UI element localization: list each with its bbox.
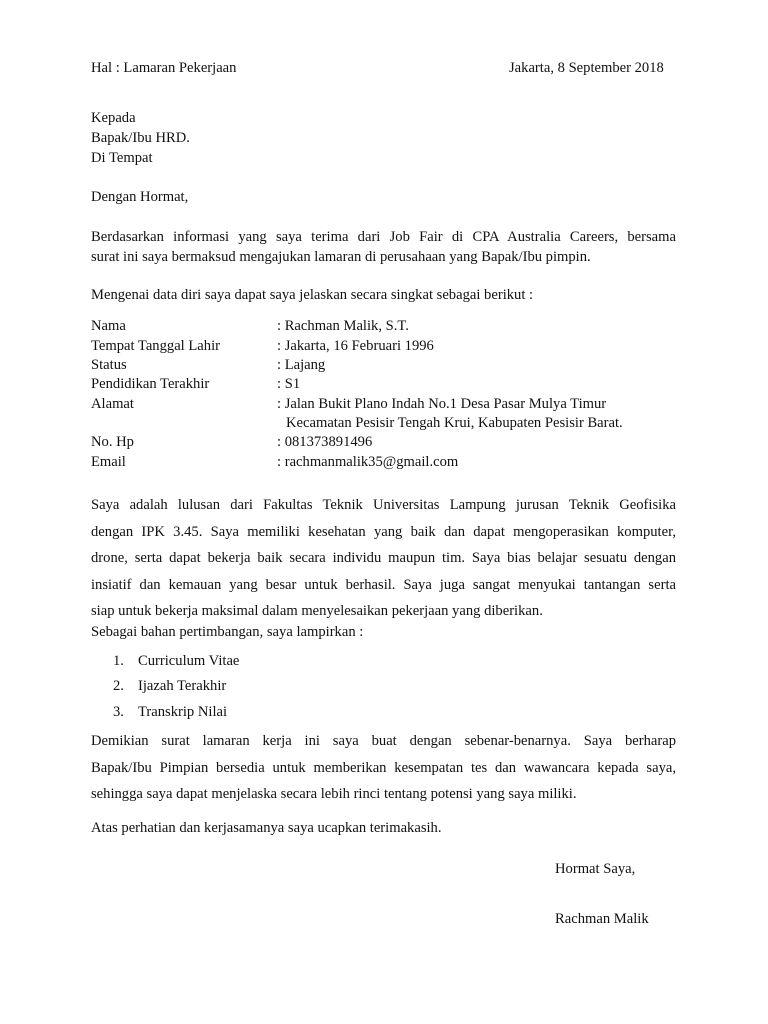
recipient-line: Di Tempat [91,150,153,166]
attachments-intro: Sebagai bahan pertimbangan, saya lampirkan : [91,624,364,640]
paragraph-line: dengan IPK 3.45. Saya memiliki kesehatan yang baik dan dapat mengoperasikan komputer, [91,523,676,540]
data-value: : 081373891496 [277,434,373,450]
list-text: Curriculum Vitae [138,653,240,669]
paragraph-line: siap untuk bekerja maksimal dalam menyelesaikan pekerjaan yang diberikan. [91,603,543,620]
data-label: Email [91,454,126,470]
paragraph-line: insiatif dan kemauan yang besar untuk berhasil. Saya juga sangat menyukai tantangan serta [91,576,676,593]
list-number: 2. [113,678,124,694]
letter-subject: Hal : Lamaran Pekerjaan [91,60,237,76]
data-label: No. Hp [91,434,134,450]
data-intro: Mengenai data diri saya dapat saya jelaskan secara singkat sebagai berikut : [91,287,534,303]
paragraph-line: Berdasarkan informasi yang saya terima dari Job Fair di CPA Australia Careers, bersama [91,229,676,245]
data-value: : Lajang [277,357,326,373]
intro-paragraph [91,227,676,267]
list-text: Ijazah Terakhir [138,678,227,694]
paragraph-line: Demikian surat lamaran kerja ini saya buat dengan sebenar-benarnya. Saya berharap [91,733,676,749]
paragraph-line: Bapak/Ibu Pimpian bersedia untuk memberikan kesempatan tes dan wawancara kepada saya, [91,759,676,776]
signoff-greeting: Hormat Saya, [555,861,636,877]
recipient-line: Bapak/Ibu HRD. [91,130,190,146]
paragraph-line: drone, serta dapat bekerja baik secara individu maupun tim. Saya bias belajar sesuatu dengan [91,550,676,567]
salutation: Dengan Hormat, [91,189,189,205]
data-value: : Jakarta, 16 Februari 1996 [277,338,434,354]
body-paragraph [91,492,676,625]
paragraph-line: surat ini saya bermaksud mengajukan lamaran di perusahaan yang Bapak/Ibu pimpin. [91,249,591,265]
data-label: Status [91,357,127,373]
signoff-name: Rachman Malik [555,911,649,927]
letter-place-date: Jakarta, 8 September 2018 [509,60,664,76]
thanks-line: Atas perhatian dan kerjasamanya saya ucapkan terimakasih. [91,820,442,836]
data-label: Nama [91,318,126,334]
recipient-line: Kepada [91,110,136,126]
data-label: Tempat Tanggal Lahir [91,338,220,354]
data-value: : Rachman Malik, S.T. [277,318,409,334]
closing-paragraph [91,728,676,808]
data-value: : S1 [277,376,301,392]
data-label: Alamat [91,396,134,412]
data-label: Pendidikan Terakhir [91,376,210,392]
paragraph-line: sehingga saya dapat menjelaska secara lebih rinci tentang potensi yang saya miliki. [91,786,577,803]
data-value: : Jalan Bukit Plano Indah No.1 Desa Pasar Mulya Timur [277,396,607,412]
data-value: : rachmanmalik35@gmail.com [277,454,459,470]
list-number: 1. [113,653,124,669]
list-text: Transkrip Nilai [138,704,228,720]
list-number: 3. [113,704,124,720]
data-value-continuation: Kecamatan Pesisir Tengah Krui, Kabupaten Pesisir Barat. [286,415,623,431]
paragraph-line: Saya adalah lulusan dari Fakultas Teknik Universitas Lampung jurusan Teknik Geofisika [91,497,676,513]
